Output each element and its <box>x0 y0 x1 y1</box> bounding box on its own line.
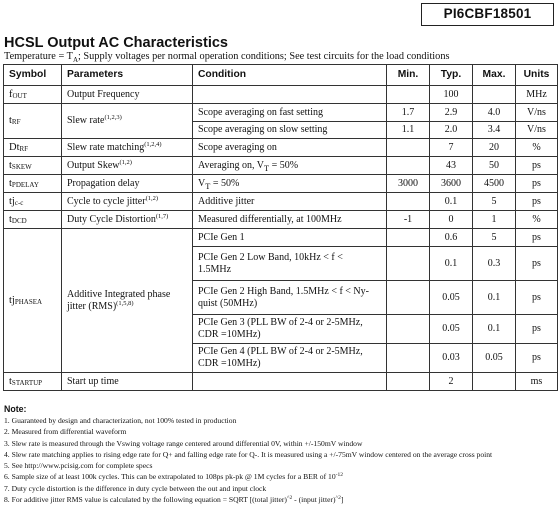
symbol-cell: $t_{SKEW}$ <box>4 157 62 175</box>
parameter-cell: Cycle to cycle jitter$^{(1,2)}$ <box>62 193 193 211</box>
typ-cell: 0 <box>430 211 473 229</box>
typ-cell: 2 <box>430 373 473 391</box>
max-cell: 3.4 <box>473 122 516 139</box>
units-cell: % <box>516 211 558 229</box>
section-subtitle: Temperature = $T_A$; Supply voltages per normal operation conditions; See test circuits for the load conditions <box>4 51 450 65</box>
table-row <box>4 373 558 391</box>
typ-cell: 2.0 <box>430 122 473 139</box>
min-cell <box>387 247 430 281</box>
min-cell <box>387 315 430 344</box>
condition-cell <box>193 373 387 391</box>
part-number: PI6CBF18501 <box>443 6 532 21</box>
condition-cell: Additive jitter <box>193 193 387 211</box>
max-cell: 1 <box>473 211 516 229</box>
condition-cell: Scope averaging on <box>193 139 387 157</box>
symbol-cell: $tj_{c-c}$ <box>4 193 62 211</box>
ac-characteristics-table <box>3 64 558 391</box>
max-cell: 50 <box>473 157 516 175</box>
header-condition: Condition <box>193 65 387 86</box>
condition-cell: PCIe Gen 4 (PLL BW of 2-4 or 2-5MHz, CDR =10MHz) <box>193 344 387 373</box>
parameter-cell: Additive Integrated phase jitter (RMS)$^{(1,5,8)}$ <box>62 229 193 373</box>
note-7: 7. Duty cycle distortion is the difference in duty cycle between the out and input clock <box>4 483 267 493</box>
min-cell: 1.7 <box>387 104 430 122</box>
min-cell: -1 <box>387 211 430 229</box>
symbol-cell: $f_{OUT}$ <box>4 86 62 104</box>
notes-section <box>4 404 556 505</box>
typ-cell: 7 <box>430 139 473 157</box>
condition-cell: PCIe Gen 1 <box>193 229 387 247</box>
condition-cell: $V_T = 50\%$ <box>193 175 387 193</box>
note-2: 2. Measured from differential waveform <box>4 427 127 437</box>
typ-cell: 0.05 <box>430 281 473 315</box>
header-min: Min. <box>387 65 430 86</box>
table-header-row <box>4 65 558 86</box>
table-row <box>4 193 558 211</box>
units-cell: ps <box>516 175 558 193</box>
note-8: 8. For additive jitter RMS value is calculated by the following equation = SQRT [(total jitter)$^{\^{}2}$ - (input jitter)$^{\^{}2}$] <box>4 495 344 505</box>
header-parameters: Parameters <box>62 65 193 86</box>
notes-heading: Note: <box>4 404 27 414</box>
typ-cell: 0.1 <box>430 193 473 211</box>
note-1: 1. Guaranteed by design and characterization, not 100% tested in production <box>4 416 237 425</box>
note-3: 3. Slew rate is measured through the Vswing voltage range centered around differential 0V, within +/-150mV window <box>4 438 363 448</box>
min-cell <box>387 86 430 104</box>
units-cell: % <box>516 139 558 157</box>
table-row <box>4 104 558 122</box>
units-cell: ps <box>516 315 558 344</box>
section-title: HCSL Output AC Characteristics <box>4 35 228 51</box>
min-cell <box>387 281 430 315</box>
parameter-cell: Output Frequency <box>62 86 193 104</box>
min-cell <box>387 344 430 373</box>
header-max: Max. <box>473 65 516 86</box>
symbol-cell: $t_{DCD}$ <box>4 211 62 229</box>
min-cell: 3000 <box>387 175 430 193</box>
typ-cell: 2.9 <box>430 104 473 122</box>
units-cell: V/ns <box>516 122 558 139</box>
max-cell: 0.05 <box>473 344 516 373</box>
units-cell: V/ns <box>516 104 558 122</box>
table-row <box>4 157 558 175</box>
header-typ: Typ. <box>430 65 473 86</box>
symbol-cell: $tj_{PHASEA}$ <box>4 229 62 373</box>
parameter-cell: Propagation delay <box>62 175 193 193</box>
max-cell: 4.0 <box>473 104 516 122</box>
note-5: 5. See http://www.pcisig.com for complete specs <box>4 461 153 471</box>
table-row <box>4 139 558 157</box>
units-cell: ms <box>516 373 558 391</box>
typ-cell: 100 <box>430 86 473 104</box>
units-cell: ps <box>516 247 558 281</box>
header-units: Units <box>516 65 558 86</box>
typ-cell: 0.05 <box>430 315 473 344</box>
units-cell: ps <box>516 344 558 373</box>
max-cell <box>473 373 516 391</box>
min-cell <box>387 229 430 247</box>
condition-cell: PCIe Gen 2 Low Band, 10kHz < f < 1.5MHz <box>193 247 387 281</box>
max-cell: 20 <box>473 139 516 157</box>
parameter-cell: Duty Cycle Distortion$^{(1,7)}$ <box>62 211 193 229</box>
condition-cell: Scope averaging on slow setting <box>193 122 387 139</box>
condition-cell: Measured differentially, at 100MHz <box>193 211 387 229</box>
symbol-cell: $t_{STARTUP}$ <box>4 373 62 391</box>
table-row <box>4 229 558 247</box>
typ-cell: 0.1 <box>430 247 473 281</box>
note-6: 6. Sample size of at least 100k cycles. This can be extrapolated to 108ps pk-pk @ 1M cycles for a BER of $10^{-12}$ <box>4 472 343 482</box>
typ-cell: 0.6 <box>430 229 473 247</box>
max-cell: 4500 <box>473 175 516 193</box>
max-cell <box>473 86 516 104</box>
min-cell <box>387 139 430 157</box>
min-cell <box>387 373 430 391</box>
condition-cell: Averaging on, $V_T = 50\%$ <box>193 157 387 175</box>
typ-cell: 43 <box>430 157 473 175</box>
header-symbol: Symbol <box>4 65 62 86</box>
min-cell <box>387 157 430 175</box>
units-cell: ps <box>516 229 558 247</box>
symbol-cell: $t_{PDELAY}$ <box>4 175 62 193</box>
parameter-cell: Slew rate$^{(1,2,3)}$ <box>62 104 193 139</box>
condition-cell: PCIe Gen 3 (PLL BW of 2-4 or 2-5MHz, CDR =10MHz) <box>193 315 387 344</box>
max-cell: 5 <box>473 229 516 247</box>
symbol-cell: $t_{RF}$ <box>4 104 62 139</box>
condition-cell: Scope averaging on fast setting <box>193 104 387 122</box>
parameter-cell: Slew rate matching$^{(1,2,4)}$ <box>62 139 193 157</box>
max-cell: 0.3 <box>473 247 516 281</box>
typ-cell: 0.03 <box>430 344 473 373</box>
units-cell: MHz <box>516 86 558 104</box>
condition-cell: PCIe Gen 2 High Band, 1.5MHz < f < Ny- quist (50MHz) <box>193 281 387 315</box>
max-cell: 5 <box>473 193 516 211</box>
min-cell <box>387 193 430 211</box>
max-cell: 0.1 <box>473 281 516 315</box>
symbol-cell: $Dt_{RF}$ <box>4 139 62 157</box>
units-cell: ps <box>516 281 558 315</box>
condition-cell <box>193 86 387 104</box>
parameter-cell: Start up time <box>62 373 193 391</box>
typ-cell: 3600 <box>430 175 473 193</box>
table-row <box>4 211 558 229</box>
units-cell: ps <box>516 193 558 211</box>
part-number-box <box>421 3 554 26</box>
min-cell: 1.1 <box>387 122 430 139</box>
units-cell: ps <box>516 157 558 175</box>
max-cell: 0.1 <box>473 315 516 344</box>
parameter-cell: Output Skew$^{(1,2)}$ <box>62 157 193 175</box>
table-row <box>4 86 558 104</box>
note-4: 4. Slew rate matching applies to rising edge rate for Q+ and falling edge rate for Q-. It is measured using a +/-75mV window centered on the average cross point <box>4 449 493 459</box>
table-row <box>4 175 558 193</box>
